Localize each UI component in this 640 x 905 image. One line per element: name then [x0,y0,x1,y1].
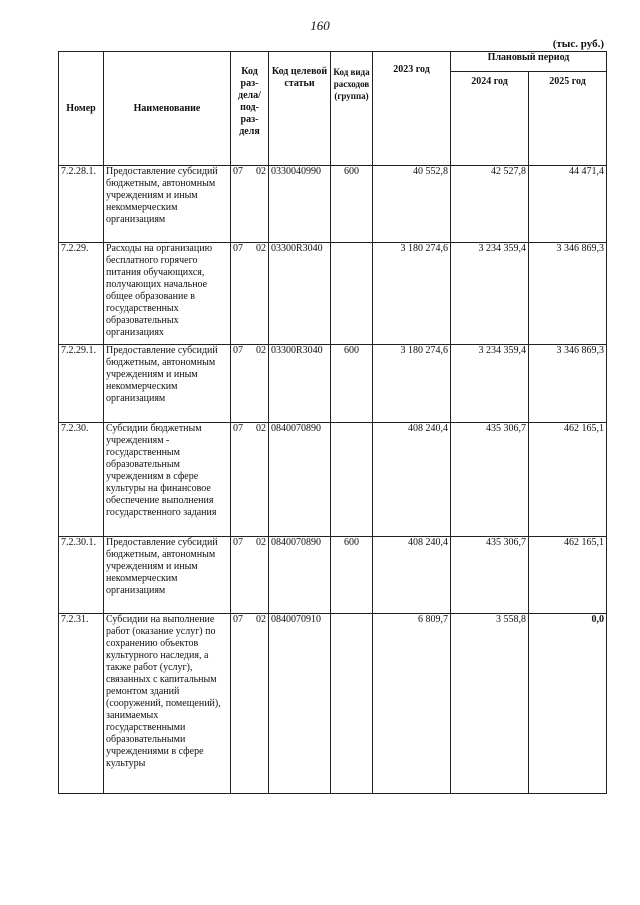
row-2024: 435 306,7 [451,537,529,614]
header-name: Наименование [104,52,231,166]
row-2024: 3 234 359,4 [451,345,529,423]
row-target: 0840070910 [269,614,331,794]
row-target: 03300R3040 [269,243,331,345]
row-expense [331,423,373,537]
units-label: (тыс. руб.) [552,38,604,50]
row-2023: 408 240,4 [373,423,451,537]
table-row [59,614,607,794]
row-2025: 462 165,1 [529,423,607,537]
row-number: 7.2.30.1. [59,537,104,614]
row-target: 0840070890 [269,423,331,537]
row-number: 7.2.29. [59,243,104,345]
row-section: 07 02 [231,537,269,614]
row-2023: 6 809,7 [373,614,451,794]
row-expense [331,614,373,794]
row-number: 7.2.28.1. [59,166,104,243]
row-2023: 3 180 274,6 [373,345,451,423]
header-2024: 2024 год [451,72,529,166]
header-plan-period: Плановый период [451,52,607,72]
row-number: 7.2.31. [59,614,104,794]
row-name: Субсидии бюджетным учреждениям - государственным образовательным учреждениям в сфере культуры на финансовое обеспечение выполнения государственного задания [104,423,231,537]
row-2025: 3 346 869,3 [529,345,607,423]
header-number: Номер [59,52,104,166]
row-2024: 435 306,7 [451,423,529,537]
table-row [59,423,607,537]
row-number: 7.2.30. [59,423,104,537]
table-row [59,166,607,243]
row-2025: 462 165,1 [529,537,607,614]
budget-table [58,51,607,794]
row-section: 07 02 [231,423,269,537]
row-2023: 408 240,4 [373,537,451,614]
row-name: Предоставление субсидий бюджетным, автономным учреждениям и иным некоммерческим организациям [104,166,231,243]
page-number: 160 [310,18,330,33]
row-expense: 600 [331,345,373,423]
row-2025: 3 346 869,3 [529,243,607,345]
row-expense: 600 [331,166,373,243]
row-section: 07 02 [231,614,269,794]
row-section: 07 02 [231,345,269,423]
row-2023: 3 180 274,6 [373,243,451,345]
row-2024: 42 527,8 [451,166,529,243]
row-expense: 600 [331,537,373,614]
table-row [59,345,607,423]
row-name: Расходы на организацию бесплатного горячего питания обучающихся, получающих начальное общее образование в государственных образовательных организациях [104,243,231,345]
row-2024: 3 558,8 [451,614,529,794]
row-section: 07 02 [231,166,269,243]
row-name: Предоставление субсидий бюджетным, автономным учреждениям и иным некоммерческим организациям [104,537,231,614]
row-target: 0330040990 [269,166,331,243]
header-2025: 2025 год [529,72,607,166]
row-2023: 40 552,8 [373,166,451,243]
row-2024: 3 234 359,4 [451,243,529,345]
row-section: 07 02 [231,243,269,345]
row-2025: 44 471,4 [529,166,607,243]
table-row [59,537,607,614]
header-section-code: Код раз-дела/ под-раз-деля [231,52,269,166]
row-name: Субсидии на выполнение работ (оказание услуг) по сохранению объектов культурного наследия, а также работ (услуг), связанных с капитальным ремонтом зданий (сооружений, помещений), занимаемых государственными образовательными учреждениями в сфере культуры [104,614,231,794]
row-number: 7.2.29.1. [59,345,104,423]
row-2025: 0,0 [529,614,607,794]
row-name: Предоставление субсидий бюджетным, автономным учреждениям и иным некоммерческим организациям [104,345,231,423]
row-target: 0840070890 [269,537,331,614]
header-target-code: Код целевой статьи [269,52,331,166]
table-row [59,243,607,345]
row-target: 03300R3040 [269,345,331,423]
header-2023: 2023 год [373,52,451,166]
row-expense [331,243,373,345]
header-expense-code: Код вида расходов (группа) [331,52,373,166]
